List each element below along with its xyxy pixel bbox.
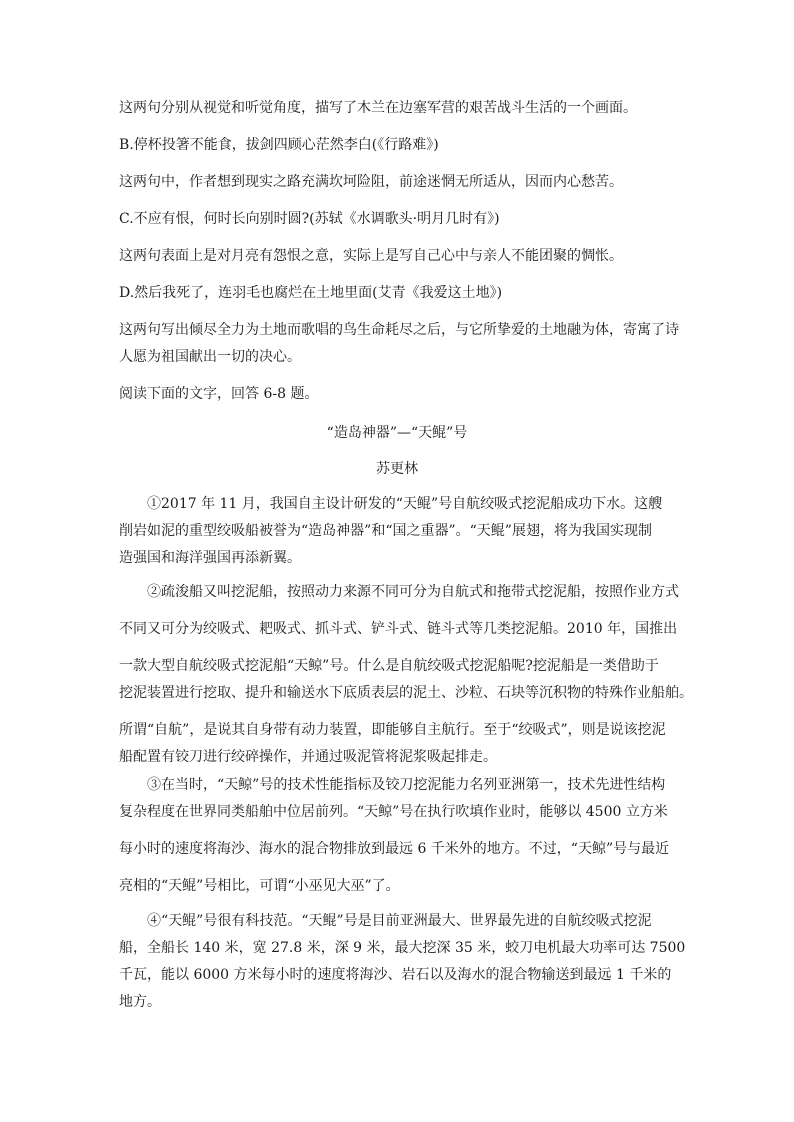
reading-instruction: 阅读下面的文字，回答 6-8 题。 [119, 386, 319, 402]
analysis-line-c: 这两句表面上是对月亮有怨恨之意，实际上是写自己心中与亲人不能团聚的惆怅。 [119, 248, 623, 264]
paragraph-line: 复杂程度在世界同类船舶中位居前列。“天鲸”号在执行吹填作业时，能够以 4500 立方米 [119, 804, 668, 820]
paragraph-line: 所谓“自航”，是说其自身带有动力装置，即能够自主航行。至于“绞吸式”，则是说该挖泥 [119, 722, 666, 738]
paragraph-4 [119, 911, 686, 1012]
analysis-line-b: 这两句中，作者想到现实之路充满坎坷险阻，前途迷惘无所适从，因而内心愁苦。 [119, 174, 623, 190]
paragraph-3 [119, 775, 679, 896]
option-d: D.然后我死了，连羽毛也腐烂在土地里面(艾青《我爱这土地》) [119, 285, 503, 301]
paragraph-1 [119, 494, 679, 568]
paragraph-line: 千瓦，能以 6000 方米每小时的速度将海沙、岩石以及海水的混合物输送到最远 1 千米的 [119, 967, 672, 983]
paragraph-line: 造强国和海洋强国再添新翼。 [119, 550, 301, 566]
paragraph-2 [119, 582, 693, 767]
paragraph-line: 削岩如泥的重型绞吸船被誉为“造岛神器”和“国之重器”。“天鲲”展翅，将为我国实现制 [119, 523, 652, 539]
analysis-line-d-2: 人愿为祖国献出一切的决心。 [119, 349, 301, 365]
paragraph-line: 挖泥装置进行挖取、提升和输送水下底质表层的泥土、沙粒、石块等沉积物的特殊作业船舶。 [119, 685, 693, 701]
paragraph-line: ④“天鲲”号很有科技范。“天鲲”号是目前亚洲最大、世界最先进的自航绞吸式挖泥 [147, 913, 652, 929]
paragraph-line: ③在当时，“天鲸”号的技术性能指标及铰刀挖泥能力名列亚洲第一，技术先进性结构 [147, 777, 666, 793]
option-b: B.停杯投箸不能食，拔剑四顾心茫然李白(《行路难》) [119, 137, 439, 153]
option-c: C.不应有恨，何时长向别时圆?(苏轼《水调歌头·明月几时有》) [119, 211, 500, 227]
analysis-line-a: 这两句分别从视觉和听觉角度，描写了木兰在边塞军营的艰苦战斗生活的一个画面。 [119, 100, 637, 116]
paragraph-line: 每小时的速度将海沙、海水的混合物排放到最远 6 千米外的地方。不过，“天鲸”号与最近 [119, 841, 670, 857]
paragraph-line: ②疏浚船又叫挖泥船，按照动力来源不同可分为自航式和拖带式挖泥船，按照作业方式 [147, 584, 679, 600]
paragraph-line: 亮相的“天鲲”号相比，可谓“小巫见大巫”了。 [119, 878, 400, 894]
paragraph-line: 船，全船长 140 米，宽 27.8 米，深 9 米，最大挖深 35 米，蛟刀电机最大功率可达 7500 [119, 940, 686, 956]
paragraph-line: 船配置有铰刀进行绞碎操作，并通过吸泥管将泥浆吸起排走。 [119, 749, 497, 765]
article-author: 苏更林 [376, 461, 418, 477]
paragraph-line: ①2017 年 11 月，我国自主设计研发的“天鲲”号自航绞吸式挖泥船成功下水。这艘 [147, 496, 663, 512]
article-title: “造岛神器”—“天鲲”号 [326, 425, 468, 441]
paragraph-line: 地方。 [119, 994, 161, 1010]
paragraph-line: 一款大型自航绞吸式挖泥船“天鲸”号。什么是自航绞吸式挖泥船呢?挖泥船是一类借助于 [119, 658, 659, 674]
paragraph-line: 不同又可分为绞吸式、耙吸式、抓斗式、铲斗式、链斗式等几类挖泥船。2010 年，国推出 [119, 621, 678, 637]
analysis-line-d-1: 这两句写出倾尽全力为土地而歌唱的鸟生命耗尽之后，与它所挚爱的土地融为体，寄寓了诗 [119, 322, 679, 338]
